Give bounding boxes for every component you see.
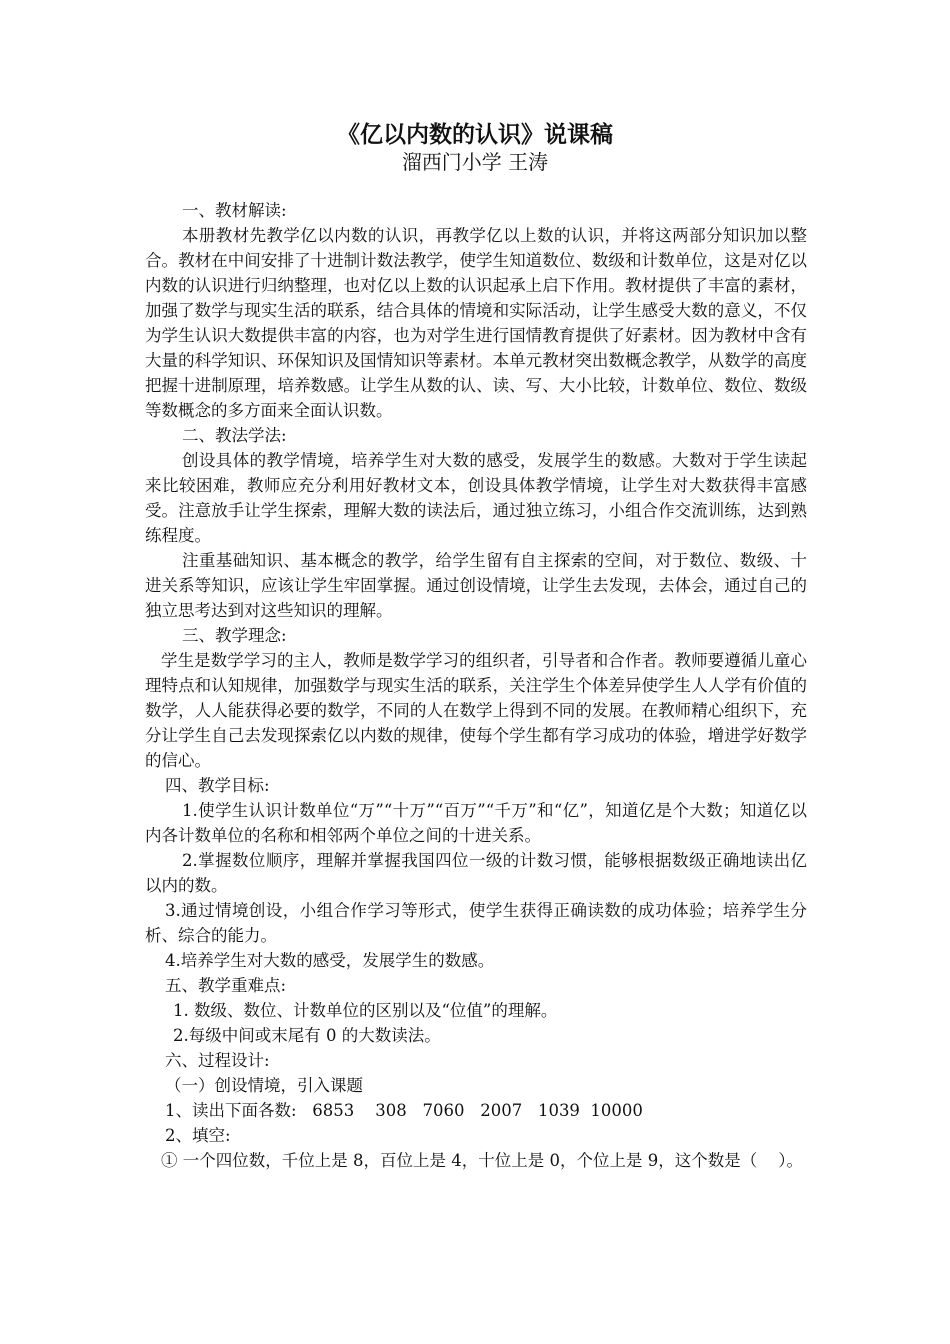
section-heading-2: 二、教法学法: <box>182 426 287 445</box>
document-body <box>145 198 807 1173</box>
document-author: 溜西门小学 王涛 <box>401 150 549 174</box>
key-point-1: 1. 数级、数位、计数单位的区别以及“位值”的理解。 <box>173 1001 558 1020</box>
section-heading-5: 五、教学重难点: <box>165 976 287 995</box>
section-heading-6: 六、过程设计: <box>165 1051 270 1070</box>
exercise-read-numbers: 1、读出下面各数: 6853 308 7060 2007 1039 10000 <box>165 1101 643 1120</box>
paragraph-textbook: 本册教材先教学亿以内数的认识，再教学亿以上数的认识，并将这两部分知识加以整合。教材在中间安排了十进制计数法教学，使学生知道数位、数级和计数单位，这是对亿以内数的认识进行归纳整理，也对亿以上数的认识起承上启下作用。教材提供了丰富的素材，加强了数学与现实生活的联系，结合具体的情境和实际活动，让学生感受大数的意义，不仅为学生认识大数提供丰富的内容，也为对学生进行国情教育提供了好素材。因为教材中含有大量的科学知识、环保知识及国情知识等素材。本单元教材突出数概念教学，从数学的高度把握十进制原理，培养数感。让学生从数的认、读、写、大小比较，计数单位、数位、数级等数概念的多方面来全面认识数。 <box>145 226 807 420</box>
goal-item-3: 3.通过情境创设，小组合作学习等形式，使学生获得正确读数的成功体验；培养学生分析、综合的能力。 <box>145 901 807 945</box>
section-heading-1: 一、教材解读: <box>182 201 287 220</box>
paragraph-philosophy: 学生是数学学习的主人，教师是数学学习的组织者，引导者和合作者。教师要遵循儿童心理特点和认知规律，加强数学与现实生活的联系，关注学生个体差异使学生人人学有价值的数学，人人能获得必要的数学，不同的人在数学上得到不同的发展。在教师精心组织下，充分让学生自己去发现探索亿以内数的规律，使每个学生都有学习成功的体验，增进学好数学的信心。 <box>145 651 807 770</box>
section-heading-4: 四、教学目标: <box>165 776 270 795</box>
goal-item-4: 4.培养学生对大数的感受，发展学生的数感。 <box>165 951 495 970</box>
document-title: 《亿以内数的认识》说课稿 <box>337 121 613 148</box>
paragraph-methods-1: 创设具体的教学情境，培养学生对大数的感受，发展学生的数感。大数对于学生读起来比较困难，教师应充分利用好教材文本，创设具体教学情境，让学生对大数获得丰富感受。注意放手让学生探索，理解大数的读法后，通过独立练习，小组合作交流训练，达到熟练程度。 <box>145 451 807 545</box>
goal-item-2: 2.掌握数位顺序，理解并掌握我国四位一级的计数习惯，能够根据数级正确地读出亿以内的数。 <box>145 851 807 895</box>
section-heading-3: 三、教学理念: <box>182 626 287 645</box>
paragraph-methods-2: 注重基础知识、基本概念的教学，给学生留有自主探索的空间，对于数位、数级、十进关系等知识，应该让学生牢固掌握。通过创设情境，让学生去发现，去体会，通过自己的独立思考达到对这些知识的理解。 <box>145 551 807 620</box>
exercise-fill-blank: 2、填空: <box>165 1126 231 1145</box>
key-point-2: 2.每级中间或末尾有 0 的大数读法。 <box>173 1026 441 1045</box>
exercise-item-1: ① 一个四位数，千位上是 8，百位上是 4，十位上是 0，个位上是 9，这个数是（ ）。 <box>161 1151 803 1170</box>
subsection-heading: （一）创设情境，引入课题 <box>165 1076 363 1095</box>
goal-item-1: 1.使学生认识计数单位“万”“十万”“百万”“千万”和“亿”，知道亿是个大数；知道亿以内各计数单位的名称和相邻两个单位之间的十进关系。 <box>145 801 807 845</box>
